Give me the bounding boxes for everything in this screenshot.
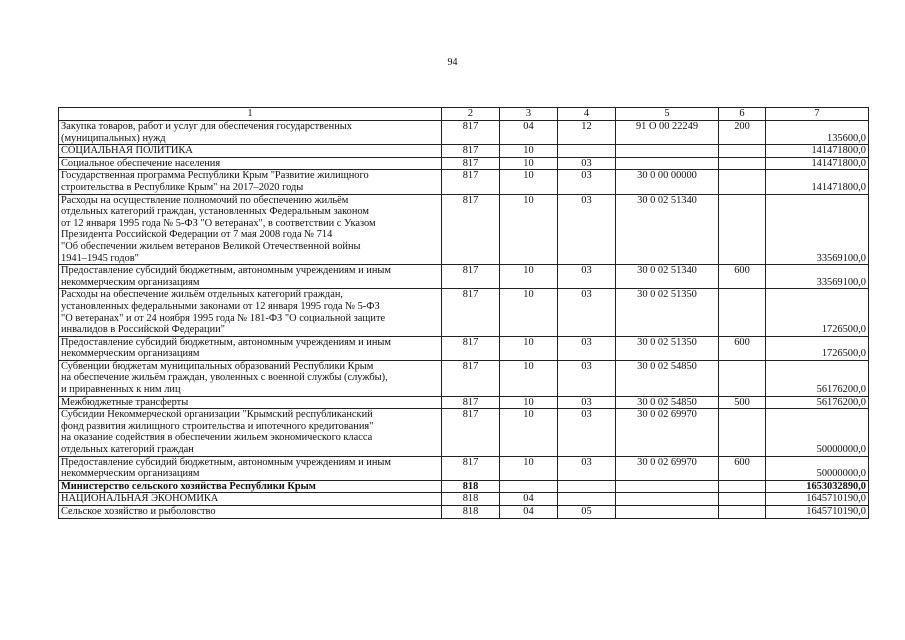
row-target-cell xyxy=(616,145,719,158)
row-subsection-cell: 12 xyxy=(558,121,616,145)
table-body xyxy=(59,108,869,519)
row-name-cell: СОЦИАЛЬНАЯ ПОЛИТИКА xyxy=(59,145,442,158)
row-section-cell: 10 xyxy=(500,170,558,194)
table-row xyxy=(59,336,869,360)
row-subsection-cell: 03 xyxy=(558,360,616,396)
row-section-cell: 04 xyxy=(500,493,558,506)
row-section-cell: 10 xyxy=(500,194,558,265)
table-row xyxy=(59,289,869,336)
row-section-cell: 04 xyxy=(500,121,558,145)
row-name-cell: Межбюджетные трансферты xyxy=(59,396,442,409)
row-code-cell: 817 xyxy=(442,265,500,289)
table-row xyxy=(59,170,869,194)
row-target-cell xyxy=(616,157,719,170)
row-type-cell xyxy=(719,170,766,194)
row-type-cell xyxy=(719,360,766,396)
row-amount-cell: 33569100,0 xyxy=(766,194,869,265)
row-code-cell: 817 xyxy=(442,121,500,145)
table-row xyxy=(59,121,869,145)
row-code-cell: 818 xyxy=(442,480,500,493)
table-row xyxy=(59,157,869,170)
row-target-cell: 30 0 02 51340 xyxy=(616,194,719,265)
row-name-cell: Расходы на обеспечение жильём отдельных категорий граждан, установленных федеральными законами от 12 января 1995 года № 5-ФЗ "О ветеранах" и от 24 ноября 1995 года № 181-ФЗ "О социальной защите инвалидов в Российской Федерации" xyxy=(59,289,442,336)
row-code-cell: 817 xyxy=(442,145,500,158)
row-subsection-cell: 05 xyxy=(558,506,616,519)
row-name-cell: Предоставление субсидий бюджетным, автономным учреждениям и иным некоммерческим организациям xyxy=(59,456,442,480)
row-name-cell: Субсидии Некоммерческой организации "Крымский республиканский фонд развития жилищного строительства и ипотечного кредитования" на оказание содействия в обеспечении жильем экономического класса отдельных категорий граждан xyxy=(59,409,442,456)
row-amount-cell: 141471800,0 xyxy=(766,145,869,158)
row-name-cell: Государственная программа Республики Крым "Развитие жилищного строительства в Республике Крым" на 2017–2020 годы xyxy=(59,170,442,194)
row-amount-cell: 135600,0 xyxy=(766,121,869,145)
row-amount-cell: 1726500,0 xyxy=(766,336,869,360)
row-amount-cell: 141471800,0 xyxy=(766,170,869,194)
row-amount-cell: 141471800,0 xyxy=(766,157,869,170)
row-target-cell: 30 0 00 00000 xyxy=(616,170,719,194)
row-section-cell: 10 xyxy=(500,265,558,289)
row-amount-cell: 50000000,0 xyxy=(766,456,869,480)
row-name-cell: Субвенции бюджетам муниципальных образований Республики Крым на обеспечение жильём граждан, уволенных с военной службы (службы), и приравненных к ним лиц xyxy=(59,360,442,396)
row-section-cell: 10 xyxy=(500,145,558,158)
budget-table xyxy=(58,107,869,519)
table-header-row xyxy=(59,108,869,121)
row-type-cell xyxy=(719,157,766,170)
row-type-cell: 600 xyxy=(719,265,766,289)
row-subsection-cell xyxy=(558,493,616,506)
row-code-cell: 817 xyxy=(442,336,500,360)
table-row xyxy=(59,480,869,493)
row-amount-cell: 50000000,0 xyxy=(766,409,869,456)
row-code-cell: 817 xyxy=(442,194,500,265)
row-amount-cell: 1653032890,0 xyxy=(766,480,869,493)
row-amount-cell: 1645710190,0 xyxy=(766,493,869,506)
row-name-cell: Министерство сельского хозяйства Республики Крым xyxy=(59,480,442,493)
row-code-cell: 817 xyxy=(442,456,500,480)
row-target-cell: 30 0 02 51350 xyxy=(616,289,719,336)
row-type-cell xyxy=(719,506,766,519)
row-section-cell: 04 xyxy=(500,506,558,519)
row-type-cell xyxy=(719,289,766,336)
table-row xyxy=(59,456,869,480)
table-row xyxy=(59,360,869,396)
row-target-cell xyxy=(616,493,719,506)
row-amount-cell: 33569100,0 xyxy=(766,265,869,289)
row-amount-cell: 1726500,0 xyxy=(766,289,869,336)
row-target-cell: 30 0 02 51340 xyxy=(616,265,719,289)
row-type-cell xyxy=(719,194,766,265)
row-code-cell: 817 xyxy=(442,170,500,194)
row-subsection-cell: 03 xyxy=(558,289,616,336)
row-target-cell: 30 0 02 51350 xyxy=(616,336,719,360)
table-row xyxy=(59,194,869,265)
row-code-cell: 817 xyxy=(442,157,500,170)
row-section-cell: 10 xyxy=(500,396,558,409)
row-target-cell: 30 0 02 69970 xyxy=(616,456,719,480)
row-target-cell: 30 0 02 54850 xyxy=(616,360,719,396)
row-section-cell: 10 xyxy=(500,456,558,480)
row-target-cell: 30 0 02 54850 xyxy=(616,396,719,409)
row-section-cell: 10 xyxy=(500,157,558,170)
column-header: 3 xyxy=(500,108,558,121)
row-target-cell xyxy=(616,480,719,493)
row-name-cell: НАЦИОНАЛЬНАЯ ЭКОНОМИКА xyxy=(59,493,442,506)
row-subsection-cell: 03 xyxy=(558,265,616,289)
row-subsection-cell xyxy=(558,480,616,493)
row-target-cell xyxy=(616,506,719,519)
row-name-cell: Предоставление субсидий бюджетным, автономным учреждениям и иным некоммерческим организациям xyxy=(59,336,442,360)
row-section-cell: 10 xyxy=(500,360,558,396)
row-name-cell: Закупка товаров, работ и услуг для обеспечения государственных (муниципальных) нужд xyxy=(59,121,442,145)
row-section-cell xyxy=(500,480,558,493)
row-target-cell: 91 О 00 22249 xyxy=(616,121,719,145)
row-type-cell xyxy=(719,145,766,158)
row-type-cell xyxy=(719,480,766,493)
row-subsection-cell xyxy=(558,145,616,158)
row-type-cell: 600 xyxy=(719,336,766,360)
row-subsection-cell: 03 xyxy=(558,336,616,360)
column-header: 4 xyxy=(558,108,616,121)
row-target-cell: 30 0 02 69970 xyxy=(616,409,719,456)
table-row xyxy=(59,145,869,158)
table-row xyxy=(59,409,869,456)
column-header: 5 xyxy=(616,108,719,121)
row-name-cell: Сельское хозяйство и рыболовство xyxy=(59,506,442,519)
row-code-cell: 817 xyxy=(442,289,500,336)
row-type-cell: 600 xyxy=(719,456,766,480)
row-subsection-cell: 03 xyxy=(558,456,616,480)
table-row xyxy=(59,265,869,289)
row-type-cell xyxy=(719,493,766,506)
column-header: 7 xyxy=(766,108,869,121)
row-type-cell: 200 xyxy=(719,121,766,145)
row-subsection-cell: 03 xyxy=(558,170,616,194)
row-type-cell: 500 xyxy=(719,396,766,409)
row-amount-cell: 56176200,0 xyxy=(766,360,869,396)
row-section-cell: 10 xyxy=(500,289,558,336)
row-code-cell: 817 xyxy=(442,409,500,456)
row-amount-cell: 1645710190,0 xyxy=(766,506,869,519)
page-number: 94 xyxy=(447,57,458,68)
table-row xyxy=(59,506,869,519)
row-code-cell: 817 xyxy=(442,360,500,396)
row-code-cell: 818 xyxy=(442,506,500,519)
row-subsection-cell: 03 xyxy=(558,409,616,456)
row-code-cell: 817 xyxy=(442,396,500,409)
row-section-cell: 10 xyxy=(500,336,558,360)
row-name-cell: Социальное обеспечение населения xyxy=(59,157,442,170)
row-subsection-cell: 03 xyxy=(558,194,616,265)
table-row xyxy=(59,493,869,506)
column-header: 2 xyxy=(442,108,500,121)
row-name-cell: Предоставление субсидий бюджетным, автономным учреждениям и иным некоммерческим организациям xyxy=(59,265,442,289)
column-header: 1 xyxy=(59,108,442,121)
row-section-cell: 10 xyxy=(500,409,558,456)
row-amount-cell: 56176200,0 xyxy=(766,396,869,409)
row-subsection-cell: 03 xyxy=(558,396,616,409)
column-header: 6 xyxy=(719,108,766,121)
table-row xyxy=(59,396,869,409)
row-type-cell xyxy=(719,409,766,456)
row-subsection-cell: 03 xyxy=(558,157,616,170)
row-name-cell: Расходы на осуществление полномочий по обеспечению жильём отдельных категорий граждан, установленных Федеральным законом от 12 января 1995 года № 5-ФЗ "О ветеранах", в соответствии с Указом Президента Российской Федерации от 7 мая 2008 года № 714 "Об обеспечении жильем ветеранов Великой Отечественной войны 1941–1945 годов" xyxy=(59,194,442,265)
row-code-cell: 818 xyxy=(442,493,500,506)
